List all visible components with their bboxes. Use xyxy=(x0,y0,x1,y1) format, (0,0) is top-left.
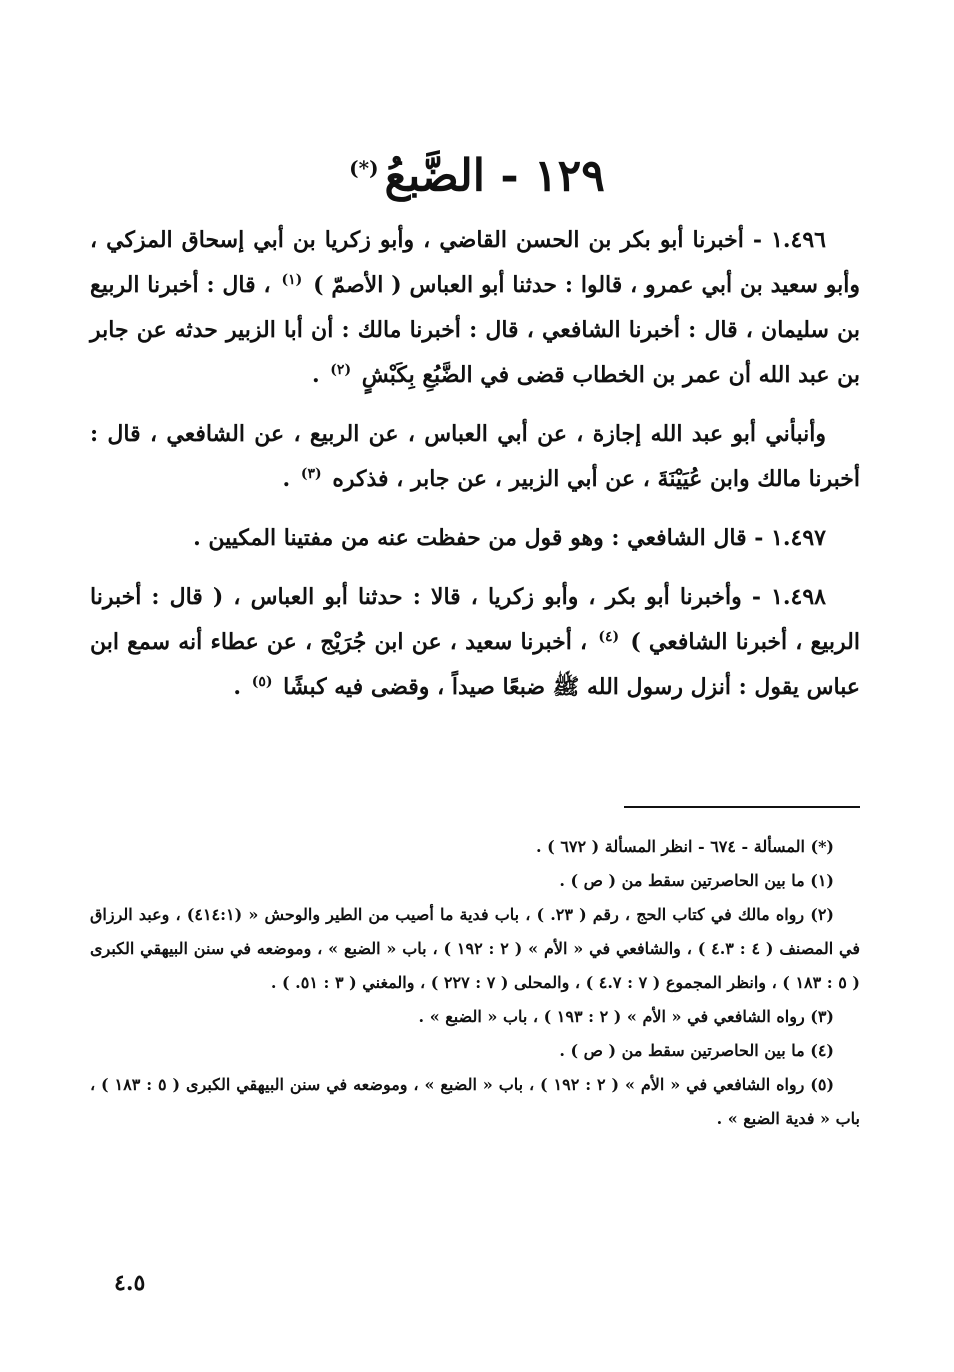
footnote-item: (١) ما بين الحاصرتين سقط من ( ص ) . xyxy=(559,871,834,890)
footnote-item: (٣) رواه الشافعي في « الأم » ( ٢ : ١٩٣ ) ، باب « الضبع » . xyxy=(418,1007,834,1026)
footnote-item: (٤) ما بين الحاصرتين سقط من ( ص ) . xyxy=(559,1041,834,1060)
footnote-ref: (٢) xyxy=(330,361,352,378)
footnote-ref: (٣) xyxy=(300,465,322,482)
paragraph-text: ١.٤٩٨ - وأخبرنا أبو بكر ، وأبو زكريا ، قالا : حدثنا أبو العباس ، ( قال : أخبرنا الربيع ، أخبرنا الشافعي ) xyxy=(90,584,860,655)
chapter-title-footnote-mark: (*) xyxy=(349,156,379,180)
paragraph-497 xyxy=(90,516,860,561)
chapter-title xyxy=(0,138,954,207)
paragraph-text: ١.٤٩٦ - أخبرنا أبو بكر بن الحسن القاضي ، وأبو زكريا بن أبي إسحاق المزكي ، وأبو سعيد بن أبي عمرو ، قالوا : حدثنا أبو العباس ( الأصمّ ) xyxy=(90,227,860,298)
paragraph-496-continuation xyxy=(90,412,860,502)
paragraph-498 xyxy=(90,575,860,710)
chapter-title-text: ١٢٩ - الضَّبعُ xyxy=(384,150,605,202)
footnote-ref: (٤) xyxy=(598,628,620,645)
main-text xyxy=(90,218,860,724)
page-number: ٤.٥ xyxy=(114,1270,146,1296)
paragraph-496 xyxy=(90,218,860,398)
footnote-ref: (١) xyxy=(281,271,303,288)
paragraph-text: . xyxy=(282,466,291,492)
footnotes xyxy=(90,830,860,1136)
footnote-item: (٢) رواه مالك في كتاب الحج ، رقم ( ٢٣. ) ، باب فدية ما أصيب من الطير والوحش « (٤١٤:١) ، وعبد الرزاق في المصنف ( ٤ : ٤.٣ ) ، والشافعي في « الأم » ( ٢ : ١٩٢ ) ، باب « الضبع » ، وموضعه في سنن البيهقي الكبرى ( ٥ : ١٨٣ ) ، وانظر المجموع ( ٧ : ٤.٧ ) ، والمحلى ( ٧ : ٢٢٧ ) ، والمغني ( ٣ : ٥١. ) . xyxy=(90,905,860,992)
paragraph-text: ، قال : أخبرنا الربيع بن سليمان ، قال : أخبرنا الشافعي ، قال : أخبرنا مالك : أن أبا الزبير حدثه عن جابر بن عبد الله أن عمر بن الخطاب قضى في الضَّبُعِ بِكَبْشٍ xyxy=(90,272,860,388)
footnote-ref: (٥) xyxy=(251,673,273,690)
paragraph-text: . xyxy=(311,362,320,388)
footnote-item: (*) المسألة - ٦٧٤ - انظر المسألة ( ٦٧٢ ) . xyxy=(536,837,834,856)
footnote-divider xyxy=(624,806,860,808)
paragraph-text: ، أخبرنا سعيد ، عن ابن جُرَيْج ، عن عطاء أنه سمع ابن عباس يقول : أنزل رسول الله ﷺ ضبعًا صيداً ، وقضى فيه كبشًا xyxy=(90,629,860,700)
paragraph-text: . xyxy=(233,674,242,700)
footnote-item: (٥) رواه الشافعي في « الأم » ( ٢ : ١٩٢ ) ، باب « الضبع » ، وموضعه في سنن البيهقي الكبرى ( ٥ : ١٨٣ ) ، باب « فدية الضبع » . xyxy=(90,1075,860,1128)
paragraph-text: ١.٤٩٧ - قال الشافعي : وهو قول من حفظت عنه من مفتينا المكيين . xyxy=(193,525,826,551)
paragraph-text: وأنبأني أبو عبد الله إجازة ، عن أبي العباس ، عن الربيع ، عن الشافعي ، قال : أخبرنا مالك وابن عُيَيْنَةَ ، عن أبي الزبير ، عن جابر ، فذكره xyxy=(90,421,860,492)
